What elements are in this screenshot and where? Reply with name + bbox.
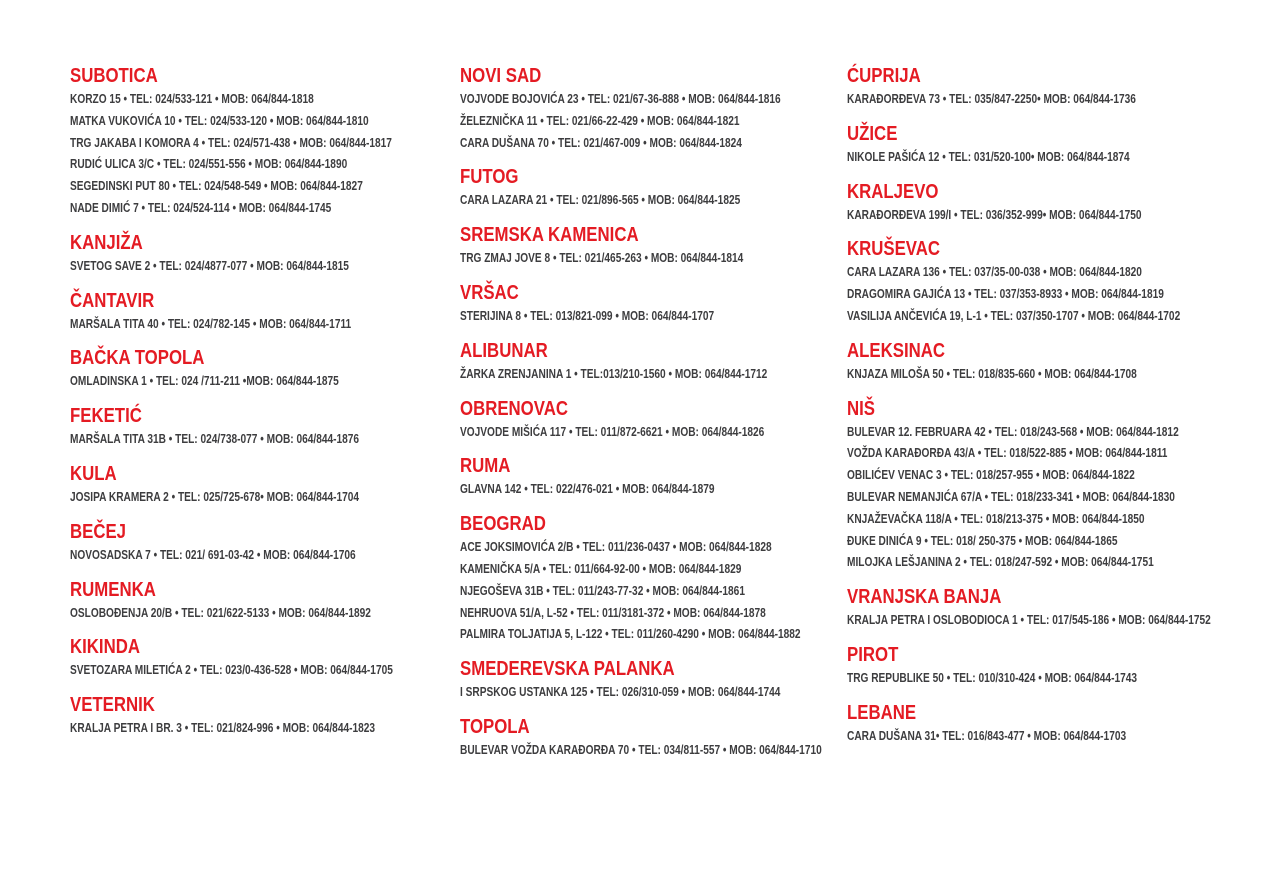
city-name: ALEKSINAC [847,339,946,362]
store-list [460,421,820,443]
city-name: KANJIŽA [70,231,143,254]
store-list [70,544,420,566]
store-address-line: CARA LAZARA 136 • TEL: 037/35-00-038 • MOB: 064/844-1820 [847,264,1142,280]
store-list [460,247,820,269]
store-address-line: DRAGOMIRA GAJIĆA 13 • TEL: 037/353-8933 • MOB: 064/844-1819 [847,286,1164,302]
store-address-line: MARŠALA TITA 40 • TEL: 024/782-145 • MOB: 064/844-1711 [70,315,352,331]
directory-column [460,64,820,773]
city-block [460,512,820,645]
store-list [460,189,820,211]
store-address-line: ACE JOKSIMOVIĆA 2/B • TEL: 011/236-0437 • MOB: 064/844-1828 [460,539,772,555]
city-block [847,237,1217,326]
store-address-line: ŽARKA ZRENJANINA 1 • TEL:013/210-1560 • MOB: 064/844-1712 [460,365,768,381]
city-name: SMEDEREVSKA PALANKA [460,658,675,681]
city-block [460,657,820,703]
city-block [847,397,1217,574]
store-address-line: ĐUKE DINIĆA 9 • TEL: 018/ 250-375 • MOB: 064/844-1865 [847,532,1118,548]
store-address-line: ŽELEZNIČKA 11 • TEL: 021/66-22-429 • MOB: 064/844-1821 [460,112,740,128]
store-list [847,363,1217,385]
city-name: UŽICE [847,122,898,145]
store-list [847,261,1217,326]
store-list [847,725,1217,747]
store-address-line: NOVOSADSKA 7 • TEL: 021/ 691-03-42 • MOB: 064/844-1706 [70,546,356,562]
store-address-line: VOŽDA KARAĐORĐA 43/A • TEL: 018/522-885 • MOB: 064/844-1811 [847,445,1168,461]
city-name: NIŠ [847,397,876,420]
store-address-line: OSLOBOĐENJA 20/B • TEL: 021/622-5133 • MOB: 064/844-1892 [70,604,371,620]
city-name: ALIBUNAR [460,339,548,362]
store-address-line: VASILIJA ANČEVIĆA 19, L-1 • TEL: 037/350-1707 • MOB: 064/844-1702 [847,307,1181,323]
city-block [460,281,820,327]
store-address-line: BULEVAR NEMANJIĆA 67/A • TEL: 018/233-341 • MOB: 064/844-1830 [847,488,1175,504]
store-address-line: NJEGOŠEVA 31B • TEL: 011/243-77-32 • MOB: 064/844-1861 [460,582,745,598]
directory-column [70,64,420,751]
city-name: RUMENKA [70,578,156,601]
store-address-line: SEGEDINSKI PUT 80 • TEL: 024/548-549 • MOB: 064/844-1827 [70,178,363,194]
store-address-line: BULEVAR VOŽDA KARAĐORĐA 70 • TEL: 034/811-557 • MOB: 064/844-1710 [460,741,822,757]
store-address-line: VOJVODE BOJOVIĆA 23 • TEL: 021/67-36-888 • MOB: 064/844-1816 [460,91,781,106]
city-block [70,578,420,624]
city-block [460,165,820,211]
city-block [460,397,820,443]
city-block [70,289,420,335]
city-name: VETERNIK [70,694,155,717]
store-address-line: KNJAZA MILOŠA 50 • TEL: 018/835-660 • MOB: 064/844-1708 [847,365,1137,381]
store-address-line: NEHRUOVA 51/A, L-52 • TEL: 011/3181-372 • MOB: 064/844-1878 [460,604,766,620]
store-list [460,739,820,761]
city-name: TOPOLA [460,715,530,738]
city-block [70,346,420,392]
store-address-line: TRG JAKABA I KOMORA 4 • TEL: 024/571-438 • MOB: 064/844-1817 [70,134,392,150]
store-address-line: OMLADINSKA 1 • TEL: 024 /711-211 •MOB: 064/844-1875 [70,373,339,389]
store-address-line: VOJVODE MIŠIĆA 117 • TEL: 011/872-6621 • MOB: 064/844-1826 [460,423,765,439]
store-address-line: OBILIĆEV VENAC 3 • TEL: 018/257-955 • MOB: 064/844-1822 [847,467,1135,483]
store-list [70,88,420,219]
city-name: KULA [70,462,117,485]
store-address-line: KAMENIČKA 5/A • TEL: 011/664-92-00 • MOB: 064/844-1829 [460,560,742,576]
store-list [70,428,420,450]
city-name: PIROT [847,643,899,666]
city-block [460,339,820,385]
city-name: KIKINDA [70,636,141,659]
store-address-line: TRG REPUBLIKE 50 • TEL: 010/310-424 • MOB: 064/844-1743 [847,669,1138,685]
store-list [460,536,820,645]
city-block [460,223,820,269]
city-name: OBRENOVAC [460,397,568,420]
city-block [847,339,1217,385]
store-address-line: I SRPSKOG USTANKA 125 • TEL: 026/310-059 • MOB: 064/844-1744 [460,684,781,700]
store-address-line: KARAĐORĐEVA 73 • TEL: 035/847-2250• MOB: 064/844-1736 [847,91,1136,106]
city-name: VRŠAC [460,281,519,304]
city-name: RUMA [460,455,511,478]
directory-column [847,64,1217,759]
city-name: FEKETIĆ [70,405,142,428]
store-list [70,255,420,277]
city-block [70,520,420,566]
city-block [70,64,420,219]
store-list [460,478,820,500]
store-address-line: SVETOG SAVE 2 • TEL: 024/4877-077 • MOB: 064/844-1815 [70,257,349,273]
store-address-line: KNJAŽEVAČKA 118/A • TEL: 018/213-375 • MOB: 064/844-1850 [847,510,1145,526]
store-list [70,602,420,624]
store-address-line: STERIJINA 8 • TEL: 013/821-099 • MOB: 064/844-1707 [460,307,715,323]
city-block [847,180,1217,226]
city-block [847,643,1217,689]
store-list [70,313,420,335]
store-list [460,363,820,385]
store-address-line: NIKOLE PAŠIĆA 12 • TEL: 031/520-100• MOB: 064/844-1874 [847,148,1130,164]
store-list [460,88,820,153]
city-name: ČANTAVIR [70,289,155,312]
store-address-line: GLAVNA 142 • TEL: 022/476-021 • MOB: 064/844-1879 [460,481,715,497]
city-name: ĆUPRIJA [847,65,921,87]
city-name: SREMSKA KAMENICA [460,224,639,247]
city-block [847,701,1217,747]
store-address-line: CARA DUŠANA 31• TEL: 016/843-477 • MOB: 064/844-1703 [847,727,1127,743]
city-block [70,231,420,277]
store-list [70,486,420,508]
city-block [70,635,420,681]
city-block [70,404,420,450]
city-name: KRALJEVO [847,180,939,203]
city-name: BEČEJ [70,520,127,543]
store-address-line: RUDIĆ ULICA 3/C • TEL: 024/551-556 • MOB: 064/844-1890 [70,156,348,172]
store-list [460,681,820,703]
store-address-line: MATKA VUKOVIĆA 10 • TEL: 024/533-120 • MOB: 064/844-1810 [70,112,369,128]
city-name: KRUŠEVAC [847,238,941,261]
city-name: NOVI SAD [460,65,542,87]
store-address-line: CARA DUŠANA 70 • TEL: 021/467-009 • MOB: 064/844-1824 [460,134,742,150]
store-address-line: KORZO 15 • TEL: 024/533-121 • MOB: 064/844-1818 [70,91,314,106]
store-list [847,204,1217,226]
store-list [460,305,820,327]
store-list [70,370,420,392]
store-list [847,421,1217,574]
city-name: LEBANE [847,701,917,724]
city-block [460,715,820,761]
store-address-line: MARŠALA TITA 31B • TEL: 024/738-077 • MOB: 064/844-1876 [70,431,360,447]
city-block [847,64,1217,110]
city-block [460,64,820,153]
city-name: BEOGRAD [460,513,546,536]
store-address-line: SVETOZARA MILETIĆA 2 • TEL: 023/0-436-528 • MOB: 064/844-1705 [70,662,393,678]
store-list [847,88,1217,110]
store-list [847,146,1217,168]
city-name: BAČKA TOPOLA [70,347,205,370]
store-address-line: BULEVAR 12. FEBRUARA 42 • TEL: 018/243-568 • MOB: 064/844-1812 [847,423,1179,439]
city-block [70,462,420,508]
store-address-line: KARAĐORĐEVA 199/I • TEL: 036/352-999• MOB: 064/844-1750 [847,206,1142,222]
city-block [70,693,420,739]
store-address-line: MILOJKA LEŠJANINA 2 • TEL: 018/247-592 • MOB: 064/844-1751 [847,554,1154,570]
store-address-line: TRG ZMAJ JOVE 8 • TEL: 021/465-263 • MOB: 064/844-1814 [460,250,744,266]
city-name: VRANJSKA BANJA [847,586,1002,609]
store-list [70,659,420,681]
city-block [460,454,820,500]
city-name: FUTOG [460,166,519,189]
store-address-line: CARA LAZARA 21 • TEL: 021/896-565 • MOB: 064/844-1825 [460,192,741,208]
store-address-line: KRALJA PETRA I OSLOBODIOCA 1 • TEL: 017/545-186 • MOB: 064/844-1752 [847,612,1211,628]
store-address-line: JOSIPA KRAMERA 2 • TEL: 025/725-678• MOB: 064/844-1704 [70,488,360,504]
city-block [847,122,1217,168]
city-block [847,585,1217,631]
store-address-line: NADE DIMIĆ 7 • TEL: 024/524-114 • MOB: 064/844-1745 [70,199,332,215]
city-name: SUBOTICA [70,65,158,87]
store-list [847,667,1217,689]
store-list [847,609,1217,631]
store-address-line: KRALJA PETRA I BR. 3 • TEL: 021/824-996 • MOB: 064/844-1823 [70,720,376,736]
store-list [70,717,420,739]
store-address-line: PALMIRA TOLJATIJA 5, L-122 • TEL: 011/260-4290 • MOB: 064/844-1882 [460,626,801,642]
